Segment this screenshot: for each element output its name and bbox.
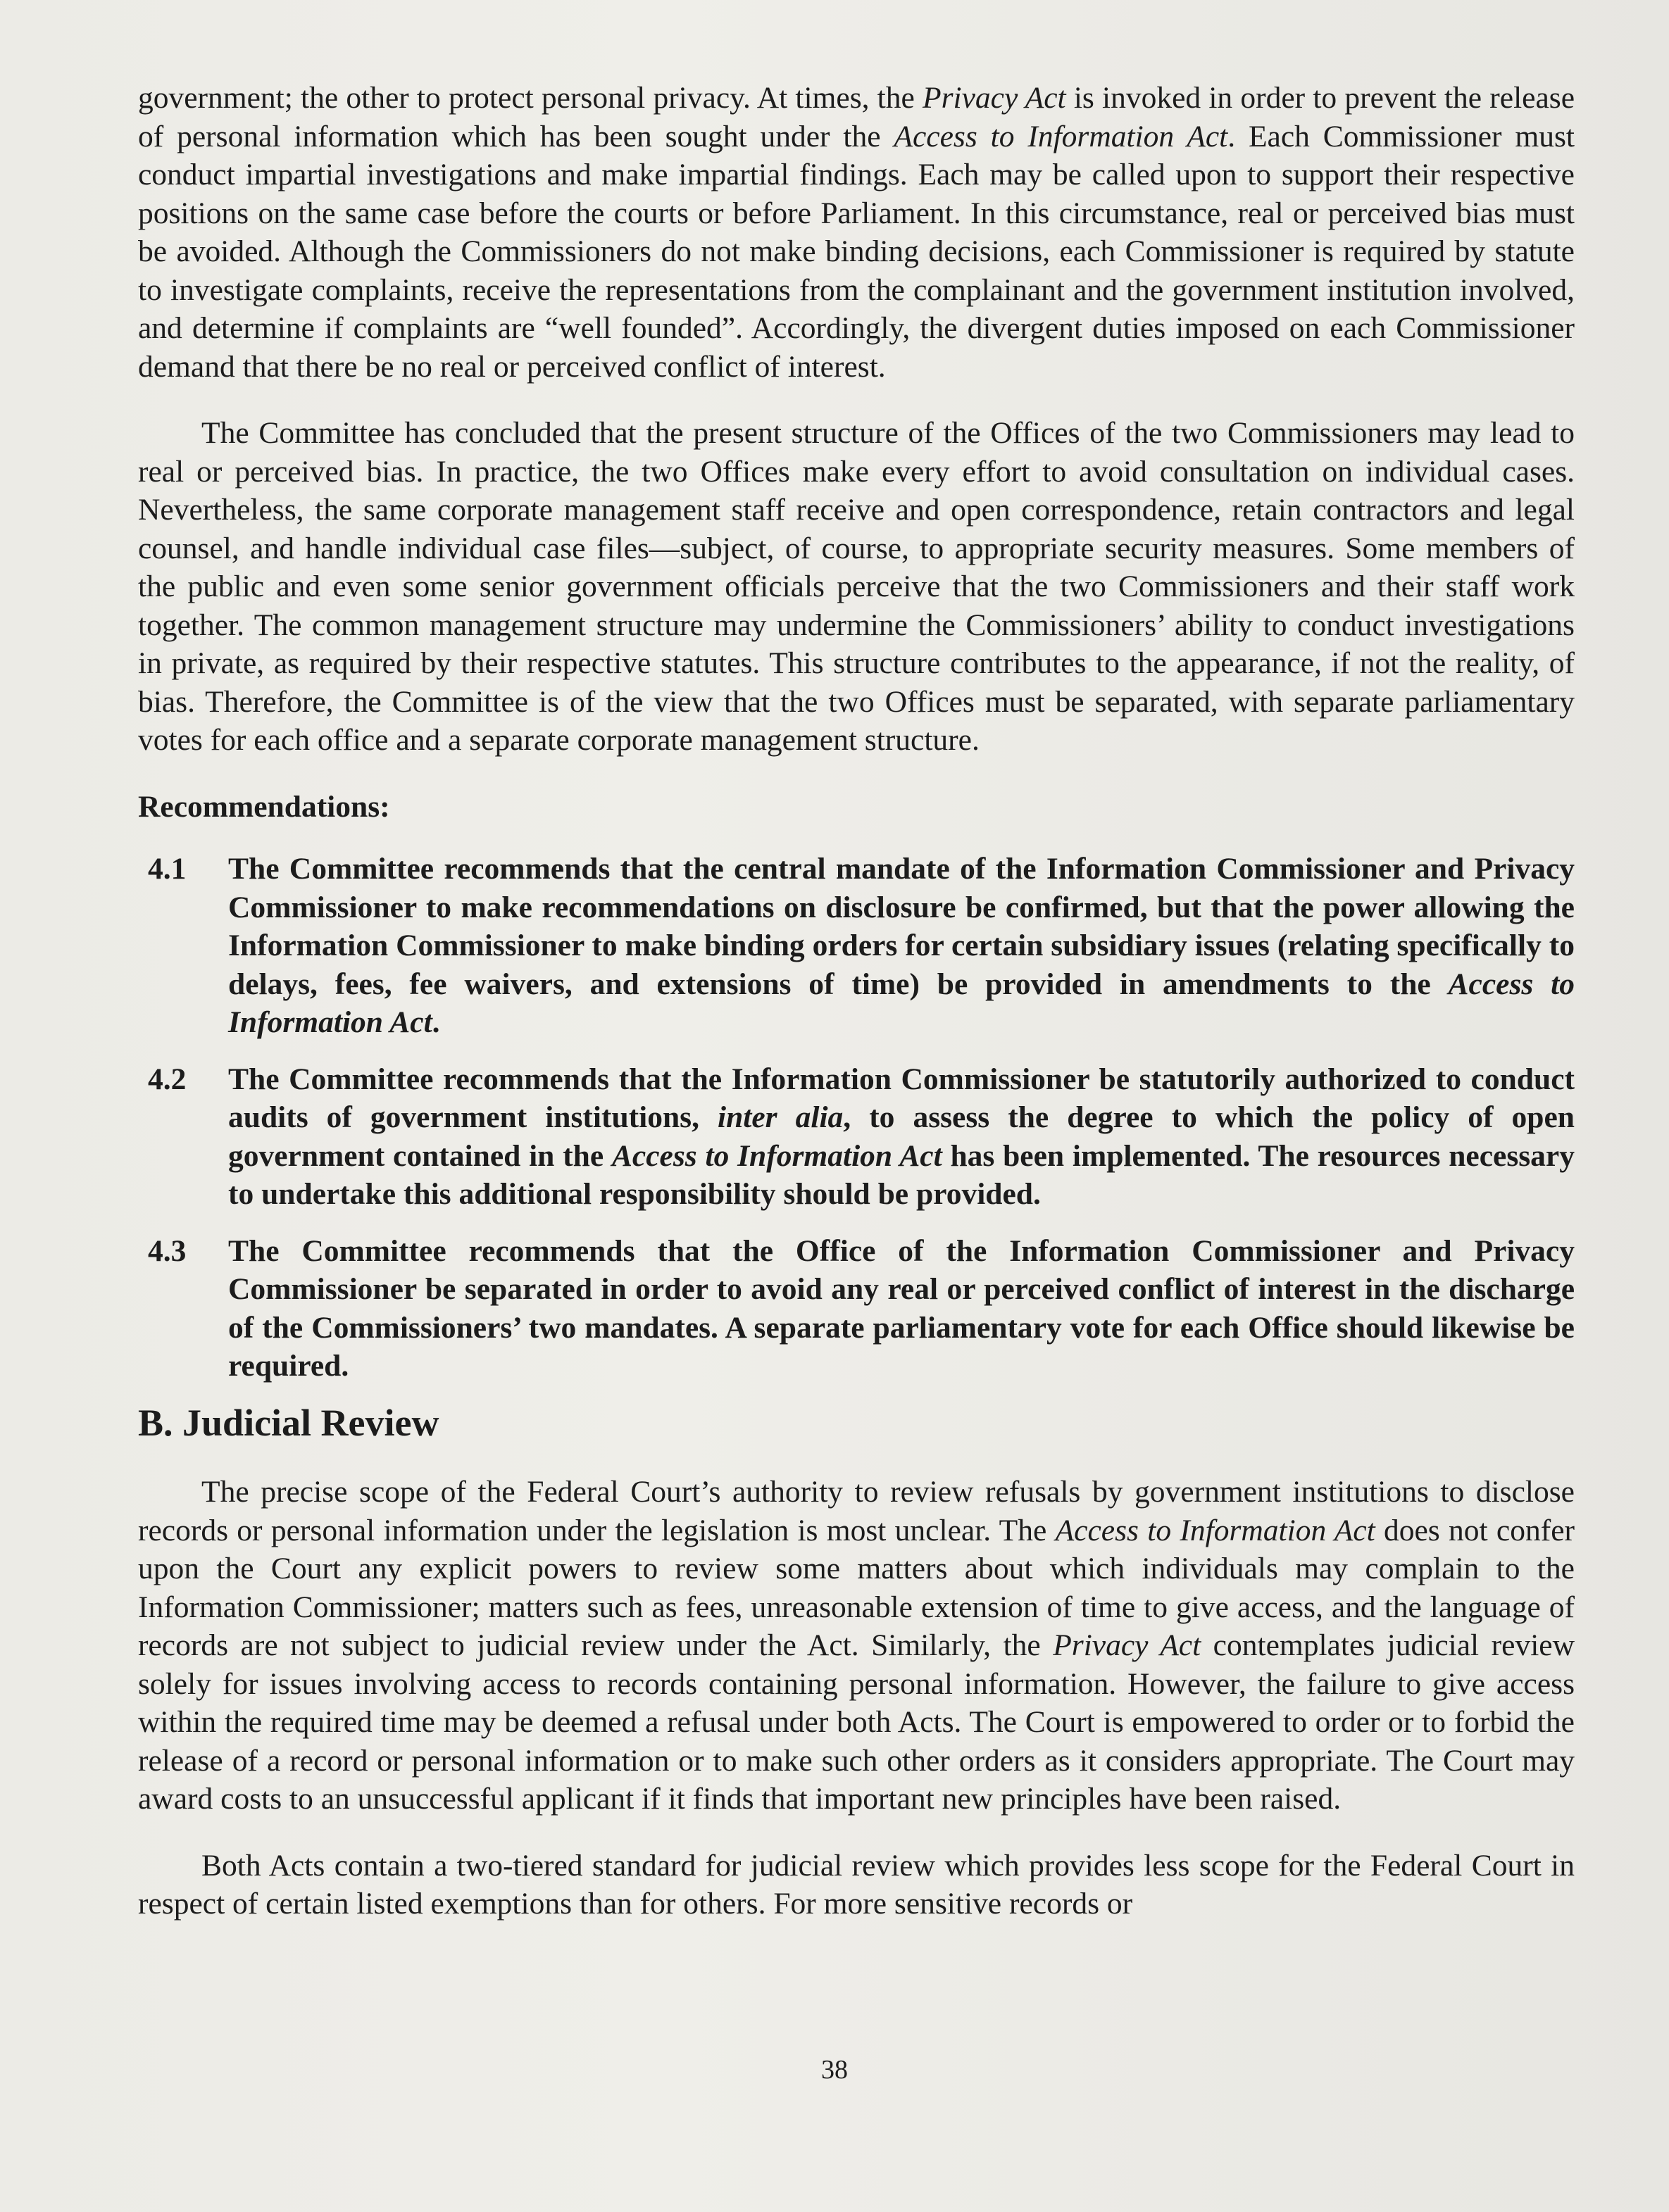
recommendation-text: The Committee recommends that the Office of the Information Commissioner and Privacy Commissioner be separated in order to avoid any real or perceived conflict of interest in the discharge of the Commissioners’ two mandates. A separate parliamentary vote for each Office should likewise be required. — [228, 1233, 1575, 1383]
text-span: has been implemented. The resources necessary to undertake this additional responsibility should be provided. — [228, 1138, 1575, 1211]
section-heading-judicial-review: B. Judicial Review — [138, 1401, 439, 1444]
recommendation-text — [228, 850, 1575, 1042]
paragraph-committee-conclusion: The Committee has concluded that the present structure of the Offices of the two Commissioners may lead to real or perceived bias. In practice, the two Offices make every effort to avoid consultation on individual cases. Nevertheless, the same corporate management staff receive and open correspondence, retain contractors and legal counsel, and handle individual case files—subject, of course, to appropriate security measures. Some members of the public and even some senior government officials perceive that the two Commissioners and their staff work together. The common management structure may undermine the Commissioners’ ability to conduct investigations in private, as required by their respective statutes. This structure contributes to the appearance, if not the reality, of bias. Therefore, the Committee is of the view that the two Offices must be separated, with separate parliamentary votes for each office and a separate corporate management structure. — [138, 416, 1575, 757]
recommendation-number: 4.2 — [148, 1062, 187, 1096]
text-span: , to assess the degree to which the policy of open government contained in the — [228, 1100, 1575, 1173]
act-title: Access to Information Act — [228, 967, 1575, 1039]
latin-term: inter alia — [718, 1100, 844, 1134]
page-body — [138, 79, 1575, 1923]
recommendation-text — [228, 1060, 1575, 1214]
recommendation-4-3 — [138, 1232, 1575, 1385]
text-span: contemplates judicial review solely for issues involving access to records containing personal information. However, the failure to give access within the required time may be deemed a refusal under both Acts. The Court is empowered to order or to forbid the release of a record or personal information or to make such other orders as it considers appropriate. The Court may award costs to an unsuccessful applicant if it finds that important new principles have been raised. — [138, 1628, 1575, 1816]
paragraph-commissioners-duties — [138, 79, 1575, 386]
act-title: Access to Information Act — [1055, 1513, 1375, 1547]
text-span: The Committee recommends that the Information Commissioner be statutorily authorized to conduct audits of government institutions, — [228, 1062, 1575, 1134]
recommendation-number: 4.3 — [148, 1233, 187, 1268]
recommendation-4-1 — [138, 850, 1575, 1042]
act-title: Access to Information Act — [611, 1138, 942, 1173]
text-span: does not confer upon the Court any explicit powers to review some matters about which individuals may complain to the Information Commissioner; matters such as fees, unreasonable extension of time to give access, and the language of records are not subject to judicial review under the Act. Similarly, the — [138, 1513, 1575, 1662]
text-span: . Each Commissioner must conduct impartial investigations and make impartial findings. Each may be called upon to support their respective positions on the same case before the courts or before Parliament. In this circumstance, real or perceived bias must be avoided. Although the Commissioners do not make binding decisions, each Commissioner is required by statute to investigate complaints, receive the representations from the complainant and the government institution involved, and determine if complaints are “well founded”. Accordingly, the divergent duties imposed on each Commissioner demand that there be no real or perceived conflict of interest. — [138, 119, 1575, 384]
text-span: . — [432, 1005, 440, 1039]
page-number: 38 — [821, 2055, 848, 2085]
act-title: Privacy Act — [923, 81, 1066, 115]
text-span: The Committee recommends that the central mandate of the Information Commissioner and Privacy Commissioner to make recommendations on disclosure be confirmed, but that the power allowing the Information Commissioner to make binding orders for certain subsidiary issues (relating specifically to delays, fees, fee waivers, and extensions of time) be provided in amendments to the — [228, 852, 1575, 1001]
paragraph-two-tiered-standard: Both Acts contain a two-tiered standard for judicial review which provides less scope for the Federal Court in respect of certain listed exemptions than for others. For more sensitive records or — [138, 1848, 1575, 1921]
text-span: government; the other to protect personal privacy. At times, the — [138, 81, 923, 115]
recommendation-number: 4.1 — [148, 852, 187, 886]
act-title: Privacy Act — [1053, 1628, 1201, 1662]
recommendations-heading: Recommendations: — [138, 789, 390, 824]
recommendation-4-2 — [138, 1060, 1575, 1214]
text-span: is invoked in order to prevent the release of personal information which has been sought under the — [138, 81, 1575, 153]
text-span: The precise scope of the Federal Court’s authority to review refusals by government institutions to disclose records or personal information under the legislation is most unclear. The — [138, 1475, 1575, 1547]
act-title: Access to Information Act — [894, 119, 1228, 153]
paragraph-court-authority — [138, 1473, 1575, 1818]
